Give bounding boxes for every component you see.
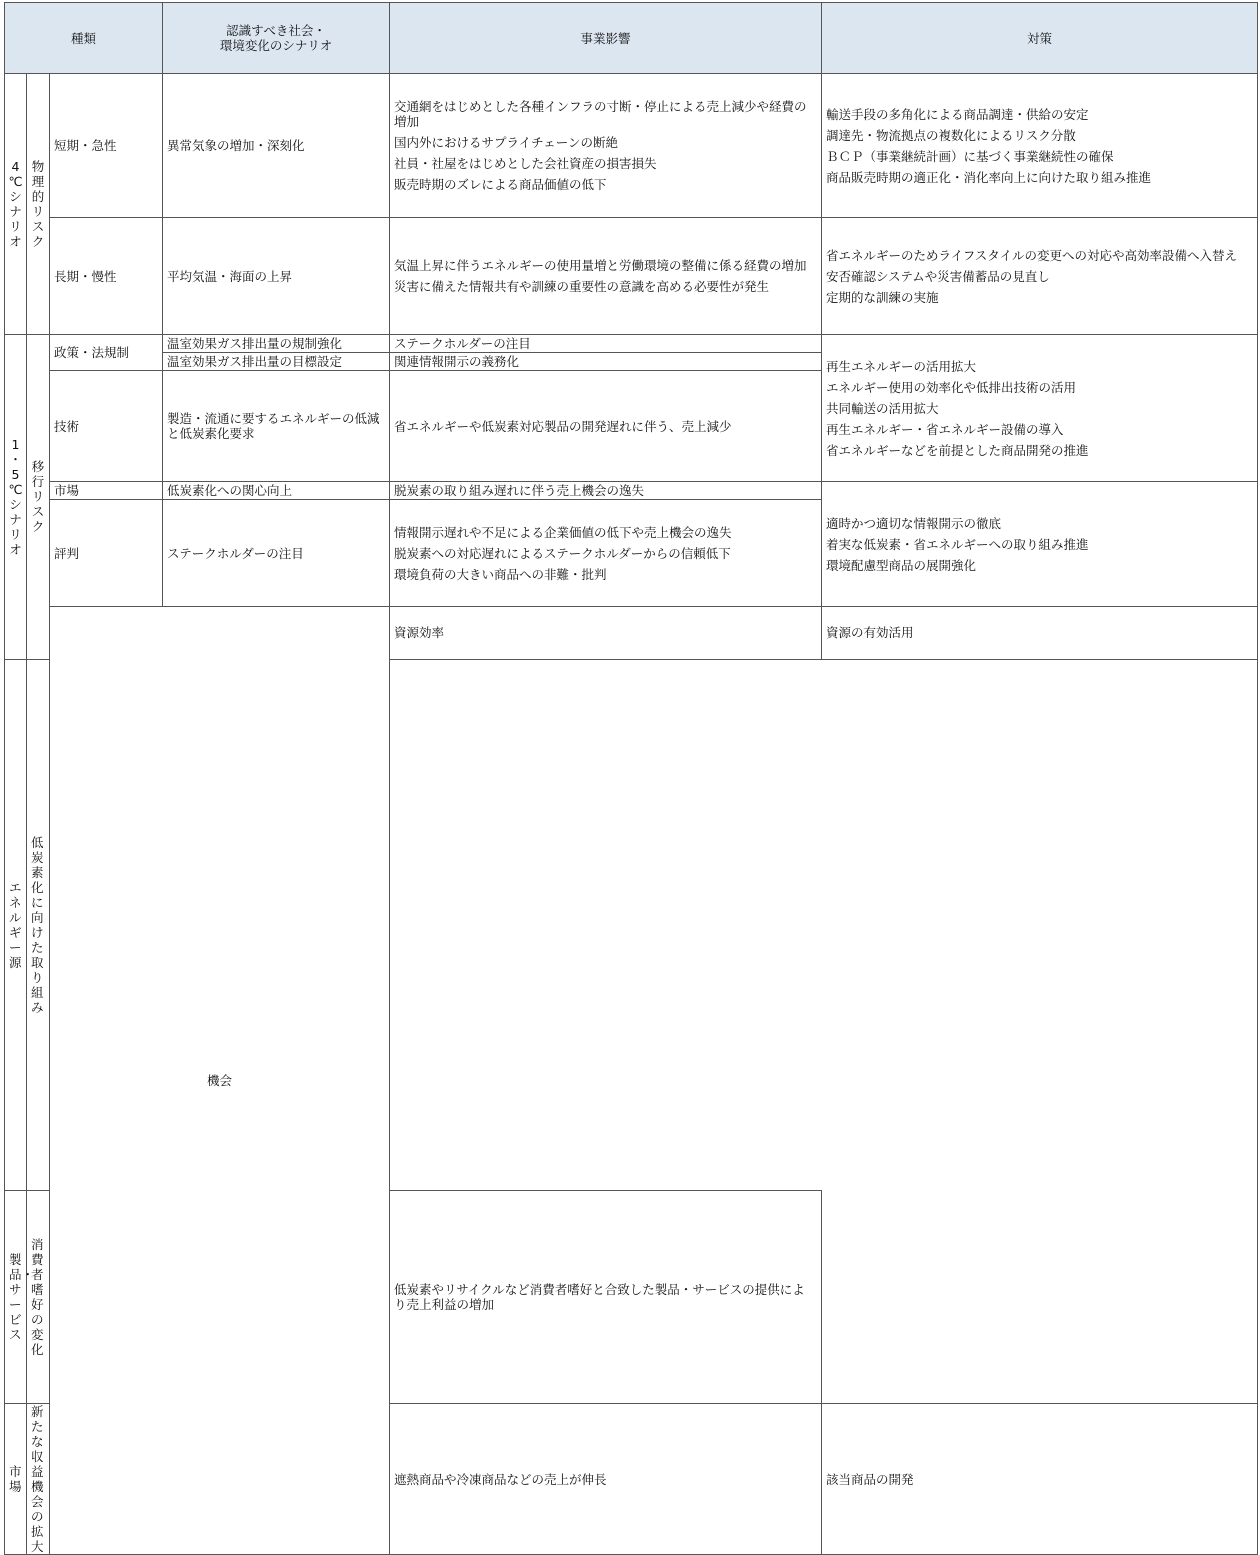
type-market: 市場 xyxy=(50,482,163,500)
impact-item: 国内外におけるサプライチェーンの断絶 xyxy=(394,135,619,150)
measure-item: 調達先・物流拠点の複数化によるリスク分散 xyxy=(826,127,1076,143)
measure-opp-market: 該当商品の開発 xyxy=(822,1404,1258,1555)
header-scenario xyxy=(163,3,390,74)
measure-item: 定期的な訓練の実施 xyxy=(826,289,939,305)
scenario-reputation: ステークホルダーの注目 xyxy=(163,500,390,607)
measure-item: 環境配慮型商品の展開強化 xyxy=(826,557,977,573)
header-row xyxy=(5,3,1258,74)
impact-item: 気温上昇に伴うエネルギーの使用量増と労働環境の整備に係る経費の増加 xyxy=(394,258,807,273)
measure-item: 輸送手段の多角化による商品調達・供給の安定 xyxy=(826,106,1089,122)
impact-policy-a: ステークホルダーの注目 xyxy=(390,335,822,353)
impact-technology: 省エネルギーや低炭素対応製品の開発遅れに伴う、売上減少 xyxy=(390,371,822,482)
opportunity-label: 機会 xyxy=(50,607,390,1555)
impact-item: 脱炭素への対応遅れによるステークホルダーからの信頼低下 xyxy=(394,545,731,561)
measure-item: ＢＣＰ（事業継続計画）に基づく事業継続性の確保 xyxy=(826,148,1114,164)
type-long-term: 長期・慢性 xyxy=(50,218,163,335)
scenario-technology: 製造・流通に要するエネルギーの低減と低炭素化要求 xyxy=(163,371,390,482)
impact-policy-b: 関連情報開示の義務化 xyxy=(390,353,822,371)
scenario-resource: 資源の有効活用 xyxy=(822,607,1258,660)
type-energy: エネルギー源 xyxy=(5,659,27,1190)
header-scenario-line1: 認識すべき社会・ xyxy=(226,23,326,38)
table-row-long-term xyxy=(5,218,1258,335)
scenario-market: 低炭素化への関心向上 xyxy=(163,482,390,500)
table-row-opp-resource xyxy=(5,607,1258,660)
measure-item: 再生エネルギー・省エネルギー設備の導入 xyxy=(826,421,1064,437)
measure-item: 再生エネルギーの活用拡大 xyxy=(826,358,977,374)
scenario-long-term: 平均気温・海面の上昇 xyxy=(163,218,390,335)
scenario-product: 消費者嗜好の変化 xyxy=(27,1190,50,1403)
measure-reputation xyxy=(822,482,1258,607)
scenario-policy-b: 温室効果ガス排出量の目標設定 xyxy=(163,353,390,371)
physical-risk-label: 物 理 的 リ ス ク xyxy=(27,74,50,335)
impact-reputation xyxy=(390,500,822,607)
scenario-short-term: 異常気象の増加・深刻化 xyxy=(163,74,390,218)
header-type: 種類 xyxy=(5,3,163,74)
type-policy: 政策・法規制 xyxy=(50,335,163,371)
transition-risk-label: 移 行 リ ス ク xyxy=(27,335,50,660)
measure-item: エネルギー使用の効率化や低排出技術の活用 xyxy=(826,379,1077,395)
table-row-market xyxy=(5,482,1258,500)
impact-long-term xyxy=(390,218,822,335)
measure-item: 商品販売時期の適正化・消化率向上に向けた取り組み推進 xyxy=(826,169,1152,185)
scenario-15c-label: 1 ・ 5 ℃ シ ナ リ オ xyxy=(5,335,27,660)
impact-opp-b: 低炭素やリサイクルなど消費者嗜好と合致した製品・サービスの提供により売上利益の増加 xyxy=(390,1190,822,1403)
measure-item: 安否確認システムや災害備蓄品の見直し xyxy=(826,268,1050,284)
scenario-opp-market: 新たな収益機会の拡大 xyxy=(27,1404,50,1555)
impact-item: 情報開示遅れや不足による企業価値の低下や売上機会の逸失 xyxy=(394,524,732,540)
impact-market: 脱炭素の取り組み遅れに伴う売上機会の逸失 xyxy=(390,482,822,500)
type-opp-market: 市場 xyxy=(5,1404,27,1555)
measure-short-term xyxy=(822,74,1258,218)
measure-item: 省エネルギーのためライフスタイルの変更への対応や高効率設備へ入替え xyxy=(826,247,1238,263)
table-row-short-term xyxy=(5,74,1258,218)
impact-item: 交通網をはじめとした各種インフラの寸断・停止による売上減少や経費の増加 xyxy=(394,99,807,129)
impact-opp-market: 遮熱商品や冷凍商品などの売上が伸長 xyxy=(390,1404,822,1555)
climate-risk-table xyxy=(4,2,1258,1555)
type-technology: 技術 xyxy=(50,371,163,482)
measure-item: 共同輸送の活用拡大 xyxy=(826,400,939,416)
measure-item: 適時かつ適切な情報開示の徹底 xyxy=(826,515,1002,531)
header-impact: 事業影響 xyxy=(390,3,822,74)
type-product: 製品・サービス xyxy=(5,1190,27,1403)
impact-item: 災害に備えた情報共有や訓練の重要性の意識を高める必要性が発生 xyxy=(394,279,770,294)
scenario-energy: 低炭素化に向けた取り組み xyxy=(27,659,50,1190)
impact-short-term xyxy=(390,74,822,218)
impact-item: 環境負荷の大きい商品への非難・批判 xyxy=(394,566,607,582)
impact-item: 販売時期のズレによる商品価値の低下 xyxy=(394,177,607,192)
scenario-policy-a: 温室効果ガス排出量の規制強化 xyxy=(163,335,390,353)
table-row-policy-a xyxy=(5,335,1258,353)
measure-item: 省エネルギーなどを前提とした商品開発の推進 xyxy=(826,442,1089,458)
measure-long-term xyxy=(822,218,1258,335)
measure-item: 着実な低炭素・省エネルギーへの取り組み推進 xyxy=(826,536,1089,552)
type-reputation: 評判 xyxy=(50,500,163,607)
measure-transition xyxy=(822,335,1258,482)
type-short-term: 短期・急性 xyxy=(50,74,163,218)
header-scenario-line2: 環境変化のシナリオ xyxy=(219,38,333,53)
type-resource: 資源効率 xyxy=(390,607,822,660)
header-countermeasure: 対策 xyxy=(822,3,1258,74)
impact-item: 社員・社屋をはじめとした会社資産の損害損失 xyxy=(394,156,657,171)
scenario-4c-label: 4 ℃ シ ナ リ オ xyxy=(5,74,27,335)
